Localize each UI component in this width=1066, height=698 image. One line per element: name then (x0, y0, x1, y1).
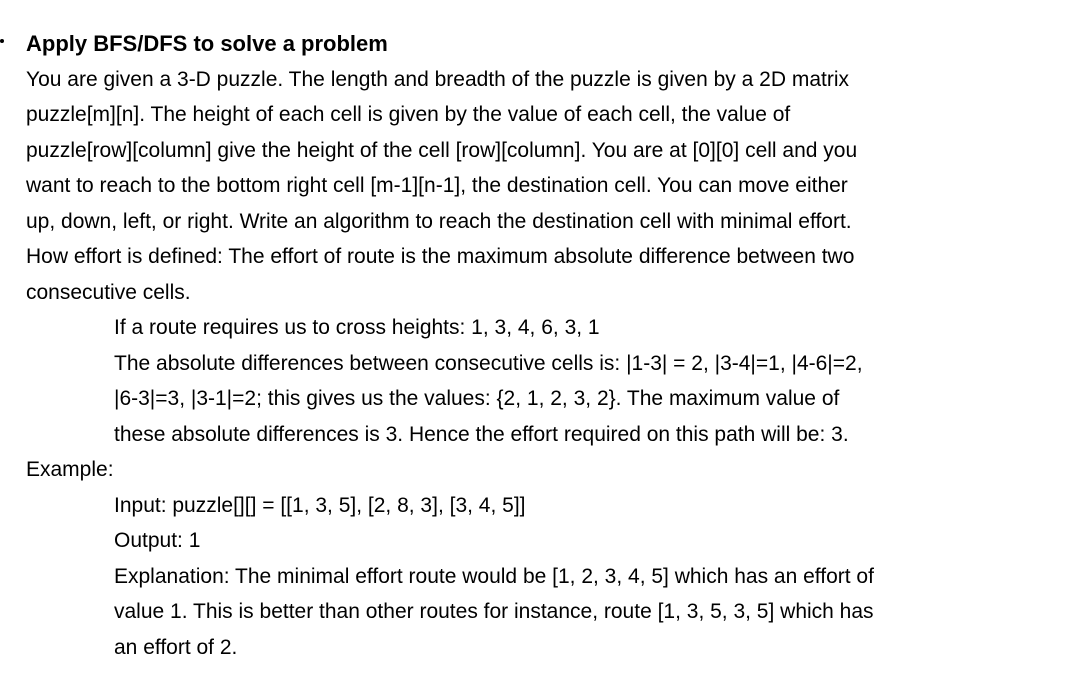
problem-description (26, 62, 1056, 311)
description-line: up, down, left, or right. Write an algorithm to reach the destination cell with minimal effort. (26, 209, 852, 233)
effort-explanation (26, 310, 1056, 452)
example-input: Input: puzzle[][] = [[1, 3, 5], [2, 8, 3], [3, 4, 5]] (114, 493, 526, 517)
effort-line: If a route requires us to cross heights: 1, 3, 4, 6, 3, 1 (114, 316, 600, 339)
description-line: want to reach to the bottom right cell [m-1][n-1], the destination cell. You can move either (26, 174, 848, 197)
problem-document (26, 26, 1056, 665)
description-line: How effort is defined: The effort of route is the maximum absolute difference between two (26, 245, 855, 268)
example-explanation-line: an effort of 2. (114, 635, 238, 659)
example-block (26, 488, 1056, 666)
effort-line: |6-3|=3, |3-1|=2; this gives us the values: {2, 1, 2, 3, 2}. The maximum value of (114, 387, 840, 410)
effort-line: these absolute differences is 3. Hence the effort required on this path will be: 3. (114, 422, 849, 446)
bullet-icon (0, 39, 4, 43)
description-line: puzzle[row][column] give the height of the cell [row][column]. You are at [0][0] cell and you (26, 138, 858, 162)
problem-heading: Apply BFS/DFS to solve a problem (26, 31, 388, 56)
example-explanation-line: value 1. This is better than other routes for instance, route [1, 3, 5, 3, 5] which has (114, 600, 874, 623)
description-line: consecutive cells. (26, 280, 191, 304)
description-line: You are given a 3-D puzzle. The length and breadth of the puzzle is given by a 2D matrix (26, 67, 849, 91)
example-output: Output: 1 (114, 529, 201, 552)
example-label: Example: (26, 458, 114, 481)
effort-line: The absolute differences between consecutive cells is: |1-3| = 2, |3-4|=1, |4-6|=2, (114, 351, 863, 375)
example-explanation-line: Explanation: The minimal effort route would be [1, 2, 3, 4, 5] which has an effort of (114, 564, 874, 588)
description-line: puzzle[m][n]. The height of each cell is given by the value of each cell, the value of (26, 103, 791, 126)
